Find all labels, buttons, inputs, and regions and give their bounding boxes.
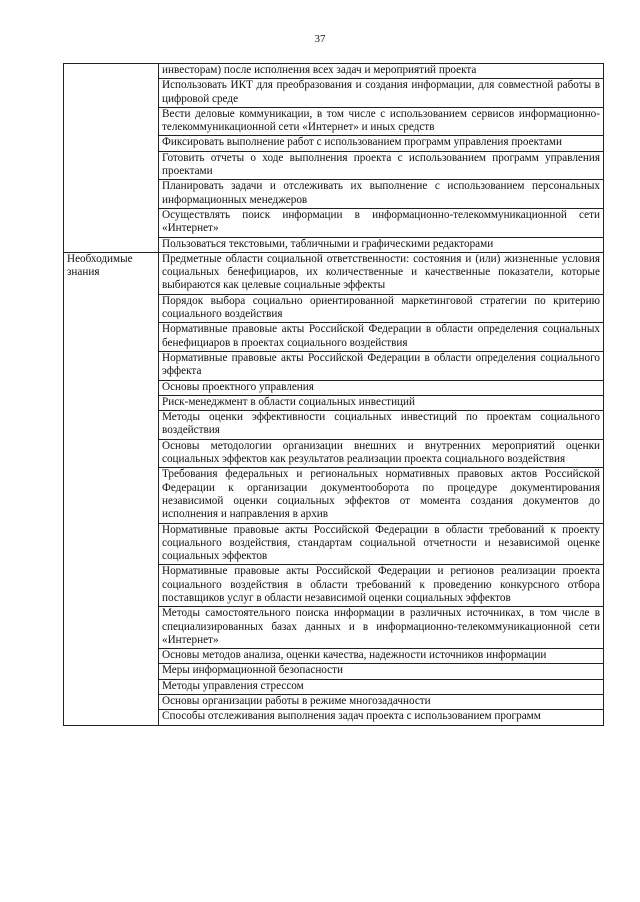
requirements-table [63, 63, 604, 726]
requirement-cell: Требования федеральных и региональных нормативных правовых актов Российской Федерации к организации документооборота по процедуре документирования независимой оценки социальных эффектов от момента создания документов до исполнения и направления в архив [159, 468, 604, 523]
requirement-cell: Нормативные правовые акты Российской Федерации и регионов реализации проекта социального воздействия в области требований к проведению конкурсного отбора поставщиков услуг в области независимой оценки социальных эффектов [159, 565, 604, 607]
requirement-cell: Планировать задачи и отслеживать их выполнение с использованием персональных информационных менеджеров [159, 180, 604, 209]
requirement-cell: Нормативные правовые акты Российской Федерации в области определения социальных бенефициаров в проектах социального воздействия [159, 323, 604, 352]
table-row [64, 252, 604, 294]
table-row [64, 64, 604, 79]
requirement-cell: Способы отслеживания выполнения задач проекта с использованием программ [159, 710, 604, 725]
requirement-cell: Готовить отчеты о ходе выполнения проекта с использованием программ управления проектами [159, 151, 604, 180]
requirement-cell: Вести деловые коммуникации, в том числе с использованием сервисов информационно-телекоммуникационной сети «Интернет» и иных средств [159, 107, 604, 136]
skills-category-cell [64, 64, 159, 253]
knowledge-category-label: Необходимые знания [64, 252, 159, 725]
requirement-cell: Меры информационной безопасности [159, 664, 604, 679]
requirement-cell: Методы самостоятельного поиска информации в различных источниках, в том числе в специализированных базах данных и в информационно-телекоммуникационной сети «Интернет» [159, 607, 604, 649]
requirement-cell: Нормативные правовые акты Российской Федерации в области определения социального эффекта [159, 351, 604, 380]
requirement-cell: Риск-менеджмент в области социальных инвестиций [159, 395, 604, 410]
requirement-cell: Методы оценки эффективности социальных инвестиций по проектам социального воздействия [159, 411, 604, 440]
requirement-cell: Основы методов анализа, оценки качества, надежности источников информации [159, 649, 604, 664]
requirement-cell: Нормативные правовые акты Российской Федерации в области требований к проекту социального воздействия, стандартам социальной отчетности и независимой оценке социальных эффектов [159, 523, 604, 565]
requirement-cell: Использовать ИКТ для преобразования и создания информации, для совместной работы в цифровой среде [159, 79, 604, 108]
requirement-cell: Пользоваться текстовыми, табличными и графическими редакторами [159, 237, 604, 252]
requirement-cell: Фиксировать выполнение работ с использованием программ управления проектами [159, 136, 604, 151]
requirement-cell: Осуществлять поиск информации в информационно-телекоммуникационной сети «Интернет» [159, 208, 604, 237]
requirement-cell: инвесторам) после исполнения всех задач и мероприятий проекта [159, 64, 604, 79]
requirement-cell: Основы организации работы в режиме многозадачности [159, 695, 604, 710]
requirement-cell: Порядок выбора социально ориентированной маркетинговой стратегии по критерию социального воздействия [159, 294, 604, 323]
requirement-cell: Основы проектного управления [159, 380, 604, 395]
requirement-cell: Предметные области социальной ответственности: состояния и (или) жизненные условия социальных бенефициаров, их количественные и качественные показатели, которые выбираются как целевые социальные эффекты [159, 252, 604, 294]
requirement-cell: Основы методологии организации внешних и внутренних мероприятий оценки социальных эффектов как результатов реализации проекта социального воздействия [159, 439, 604, 468]
page-number: 37 [314, 33, 326, 45]
requirement-cell: Методы управления стрессом [159, 679, 604, 694]
